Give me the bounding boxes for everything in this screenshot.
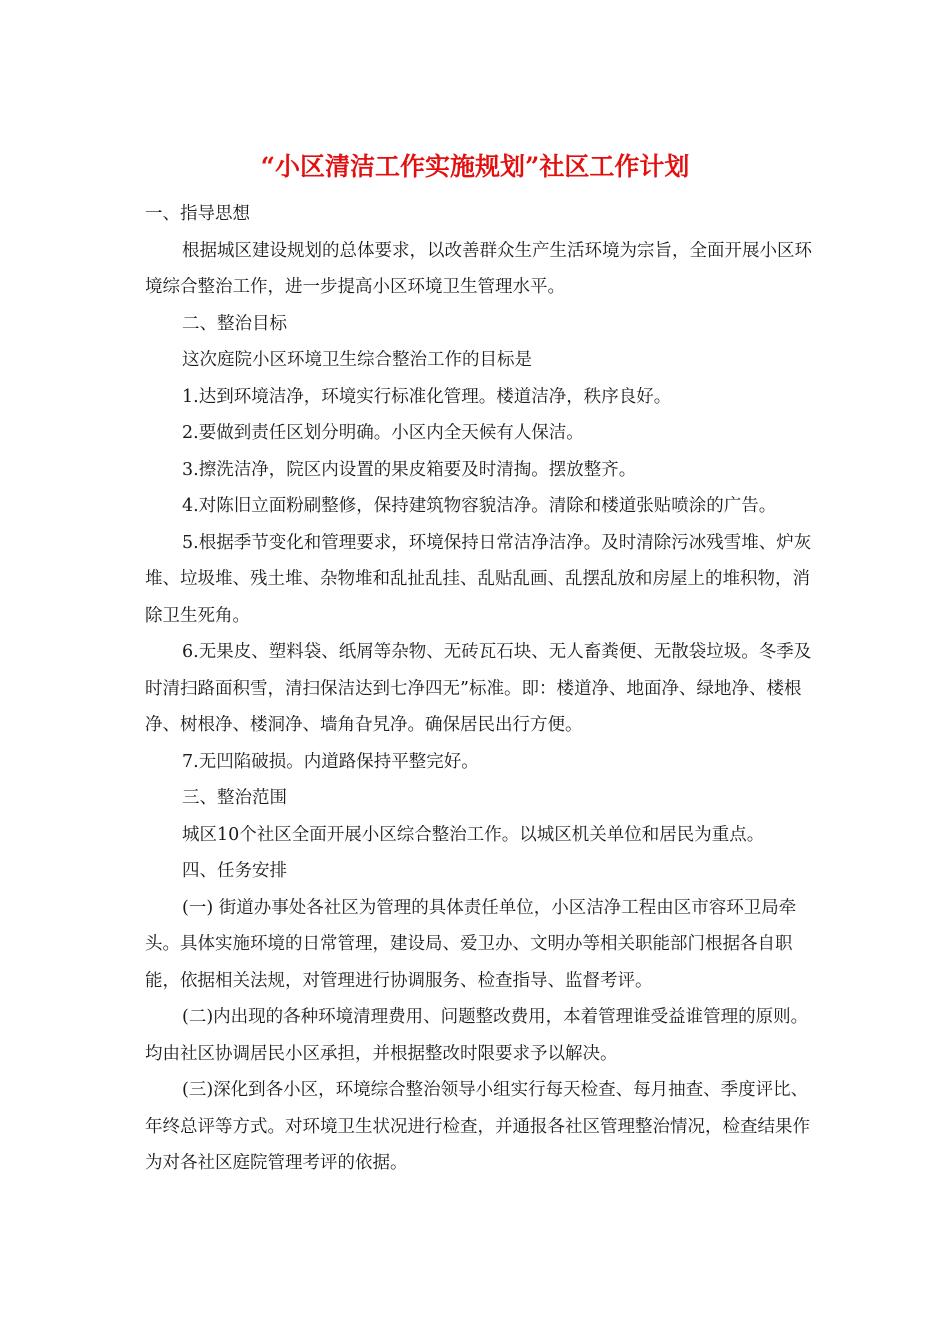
section-heading-guiding-idea: 一、指导思想: [145, 204, 250, 224]
paragraph-goals-intro: 这次庭院小区环境卫生综合整治工作的目标是: [182, 350, 532, 370]
goal-item-4: 4.对陈旧立面粉刷整修，保持建筑物容貌洁净。清除和楼道张贴喷涂的广告。: [182, 496, 777, 516]
task-item-3: (三)深化到各小区，环境综合整治领导小组实行每天检查、每月抽查、季度评比、年终总评等方式。对环境卫生状况进行检查，并通报各社区管理整治情况，检查结果作为对各社区庭院管理考评的依据。: [145, 1080, 810, 1173]
document-body: [145, 196, 825, 1182]
goal-item-5: 5.根据季节变化和管理要求，环境保持日常洁净洁净。及时清除污冰残雪堆、炉灰堆、垃圾堆、残土堆、杂物堆和乱扯乱挂、乱贴乱画、乱摆乱放和房屋上的堆积物，消除卫生死角。: [145, 532, 812, 626]
section-heading-tasks: 四、任务安排: [182, 861, 287, 881]
task-item-1: (一) 街道办事处各社区为管理的具体责任单位，小区洁净工程由区市容环卫局牵头。具体实施环境的日常管理，建设局、爱卫办、文明办等相关职能部门根据各自职能，依据相关法规，对管理进行协调服务、检查指导、监督考评。: [145, 897, 797, 991]
section-heading-scope: 三、整治范围: [182, 788, 287, 808]
paragraph-guiding-idea: 根据城区建设规划的总体要求，以改善群众生产生活环境为宗旨，全面开展小区环境综合整治工作，进一步提高小区环境卫生管理水平。: [145, 240, 812, 297]
goal-item-2: 2.要做到责任区划分明确。小区内全天候有人保洁。: [182, 423, 584, 443]
goal-item-1: 1.达到环境洁净，环境实行标准化管理。楼道洁净，秩序良好。: [182, 386, 672, 407]
document-title: “小区清洁工作实施规划”社区工作计划: [260, 152, 690, 181]
goal-item-7: 7.无凹陷破损。内道路保持平整完好。: [182, 751, 479, 772]
paragraph-scope: 城区10个社区全面开展小区综合整治工作。以城区机关单位和居民为重点。: [182, 824, 765, 845]
goal-item-6: 6.无果皮、塑料袋、纸屑等杂物、无砖瓦石块、无人畜粪便、无散袋垃圾。冬季及时清扫路面积雪，清扫保洁达到七净四无”标准。即：楼道净、地面净、绿地净、楼根净、树根净、楼洞净、墙角旮旯净。确保居民出行方便。: [145, 642, 812, 735]
task-item-2: (二)内出现的各种环境清理费用、问题整改费用，本着管理谁受益谁管理的原则。均由社区协调居民小区承担，并根据整改时限要求予以解决。: [145, 1007, 809, 1064]
section-heading-goals: 二、整治目标: [182, 313, 287, 334]
goal-item-3: 3.擦洗洁净，院区内设置的果皮箱要及时清掏。摆放整齐。: [182, 459, 637, 480]
